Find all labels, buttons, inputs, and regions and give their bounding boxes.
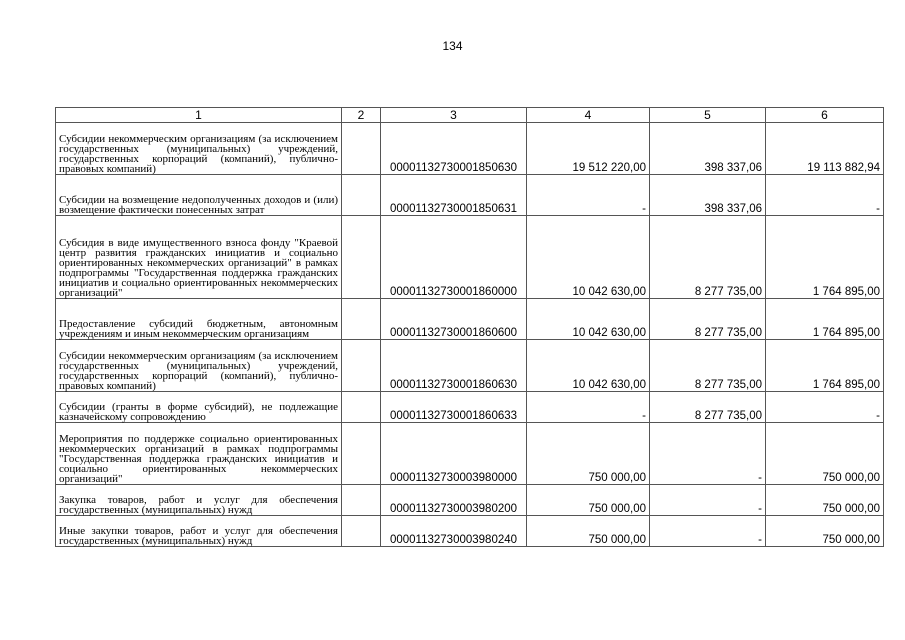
row-value-6: 1 764 895,00 — [766, 216, 884, 299]
row-value-4: 10 042 630,00 — [527, 299, 650, 340]
row-col2 — [342, 423, 381, 485]
row-col2 — [342, 175, 381, 216]
row-col2 — [342, 392, 381, 423]
row-value-6: 750 000,00 — [766, 423, 884, 485]
row-name: Иные закупки товаров, работ и услуг для обеспечения государственных (муниципальных) нужд — [56, 516, 342, 547]
row-name: Субсидия в виде имущественного взноса фонду "Краевой центр развития гражданских инициатив и социально ориентированных некоммерческих организаций" в рамках подпрограммы "Государственная поддержка гражданских инициатив и социально ориентированных некоммерческих организаций" — [56, 216, 342, 299]
row-value-5: 8 277 735,00 — [650, 392, 766, 423]
row-value-5: 8 277 735,00 — [650, 216, 766, 299]
row-value-5: - — [650, 423, 766, 485]
row-col2 — [342, 485, 381, 516]
column-header-1: 1 — [56, 108, 342, 123]
row-col2 — [342, 299, 381, 340]
row-value-6: 1 764 895,00 — [766, 340, 884, 392]
row-code: 00001132730003980200 — [381, 485, 527, 516]
row-col2 — [342, 216, 381, 299]
row-value-5: - — [650, 485, 766, 516]
column-header-2: 2 — [342, 108, 381, 123]
row-code: 00001132730001860600 — [381, 299, 527, 340]
table-row — [56, 423, 884, 485]
page-number: 134 — [442, 39, 463, 53]
row-col2 — [342, 123, 381, 175]
table-row — [56, 216, 884, 299]
row-name: Предоставление субсидий бюджетным, автономным учреждениям и иным некоммерческим организациям — [56, 299, 342, 340]
row-value-4: 10 042 630,00 — [527, 340, 650, 392]
row-code: 00001132730003980000 — [381, 423, 527, 485]
row-value-5: 398 337,06 — [650, 123, 766, 175]
row-name: Мероприятия по поддержке социально ориентированных некоммерческих организаций в рамках подпрограммы "Государственная поддержка гражданских инициатив и социально ориентированных некоммерческих организаций" — [56, 423, 342, 485]
row-col2 — [342, 516, 381, 547]
row-name: Субсидии некоммерческим организациям (за исключением государственных (муниципальных) учреждений, государственных корпораций (компаний), публично-правовых компаний) — [56, 123, 342, 175]
row-name: Субсидии некоммерческим организациям (за исключением государственных (муниципальных) учреждений, государственных корпораций (компаний), публично-правовых компаний) — [56, 340, 342, 392]
row-value-6: 750 000,00 — [766, 485, 884, 516]
row-value-4: - — [527, 175, 650, 216]
row-value-6: 1 764 895,00 — [766, 299, 884, 340]
column-header-3: 3 — [381, 108, 527, 123]
row-value-4: 750 000,00 — [527, 516, 650, 547]
row-name: Закупка товаров, работ и услуг для обеспечения государственных (муниципальных) нужд — [56, 485, 342, 516]
row-value-5: 8 277 735,00 — [650, 299, 766, 340]
row-col2 — [342, 340, 381, 392]
table-row — [56, 123, 884, 175]
table-row — [56, 175, 884, 216]
row-value-6: - — [766, 392, 884, 423]
row-code: 00001132730001850631 — [381, 175, 527, 216]
row-value-5: 8 277 735,00 — [650, 340, 766, 392]
table-header-row — [56, 108, 884, 123]
row-value-6: 750 000,00 — [766, 516, 884, 547]
row-value-6: 19 113 882,94 — [766, 123, 884, 175]
row-code: 00001132730001850630 — [381, 123, 527, 175]
budget-table — [55, 107, 884, 547]
row-code: 00001132730001860000 — [381, 216, 527, 299]
table-row — [56, 485, 884, 516]
row-value-4: 750 000,00 — [527, 423, 650, 485]
table-row — [56, 516, 884, 547]
row-name: Субсидии на возмещение недополученных доходов и (или) возмещение фактически понесенных затрат — [56, 175, 342, 216]
row-value-4: - — [527, 392, 650, 423]
row-value-4: 750 000,00 — [527, 485, 650, 516]
column-header-5: 5 — [650, 108, 766, 123]
column-header-6: 6 — [766, 108, 884, 123]
row-value-6: - — [766, 175, 884, 216]
table-row — [56, 392, 884, 423]
row-code: 00001132730003980240 — [381, 516, 527, 547]
row-code: 00001132730001860630 — [381, 340, 527, 392]
table-row — [56, 340, 884, 392]
column-header-4: 4 — [527, 108, 650, 123]
row-value-4: 10 042 630,00 — [527, 216, 650, 299]
table-row — [56, 299, 884, 340]
row-code: 00001132730001860633 — [381, 392, 527, 423]
row-value-4: 19 512 220,00 — [527, 123, 650, 175]
row-value-5: - — [650, 516, 766, 547]
row-value-5: 398 337,06 — [650, 175, 766, 216]
row-name: Субсидии (гранты в форме субсидий), не подлежащие казначейскому сопровождению — [56, 392, 342, 423]
